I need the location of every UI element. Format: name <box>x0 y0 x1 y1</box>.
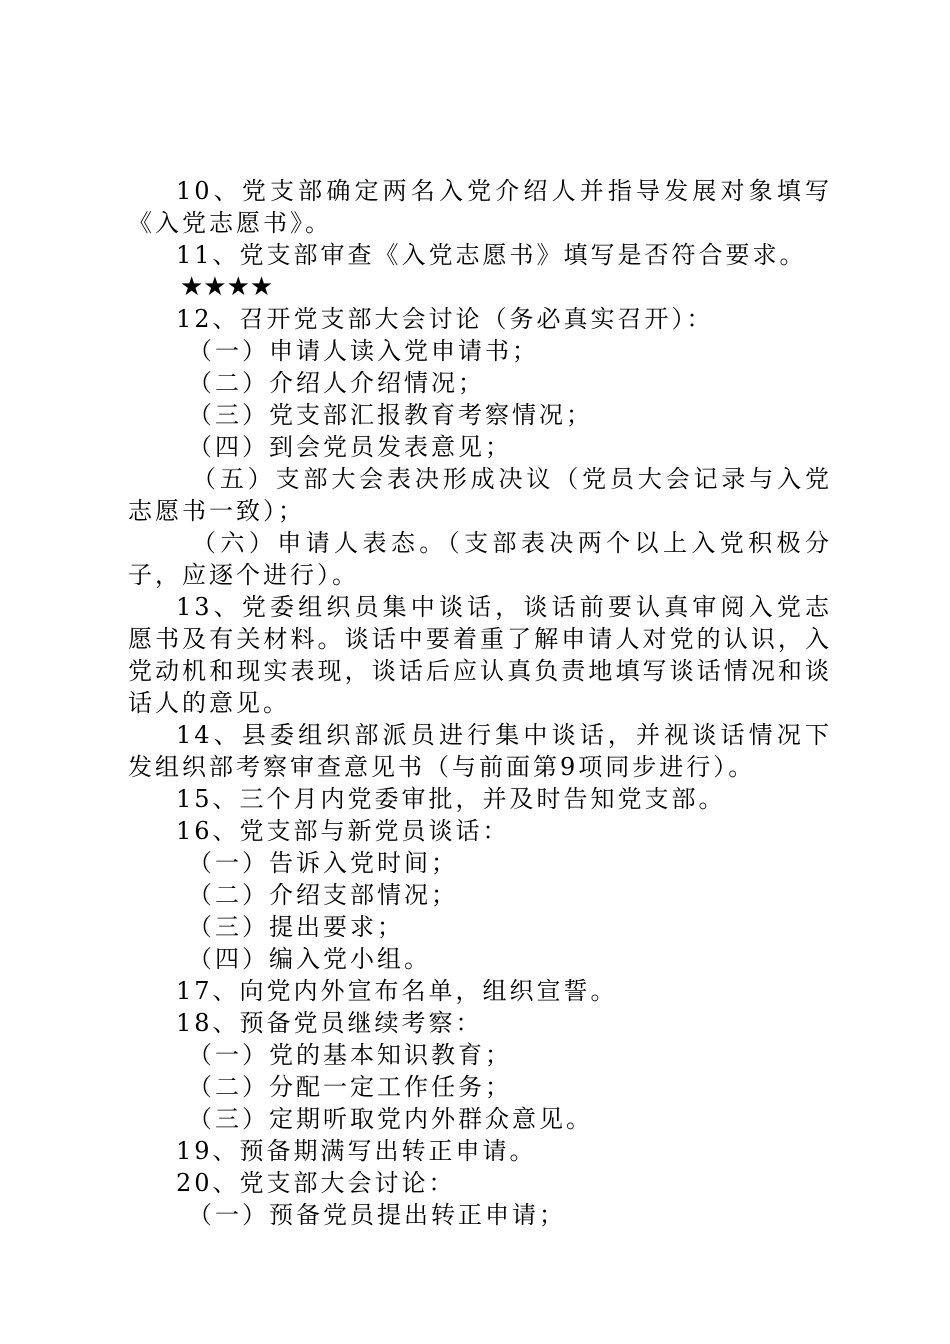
paragraph-step-13: 13、党委组织员集中谈话，谈话前要认真审阅入党志愿书及有关材料。谈话中要着重了解申请人对党的认识，入党动机和现实表现，谈话后应认真负责地填写谈话情况和谈话人的意见。 <box>128 593 832 717</box>
paragraph-step-20-item-1: （一）预备党员提出转正申请； <box>188 1201 566 1229</box>
paragraph-step-11: 11、党支部审查《入党志愿书》填写是否符合要求。 <box>176 241 807 269</box>
paragraph-step-18: 18、预备党员继续考察： <box>176 1009 483 1037</box>
document-body <box>128 175 832 1231</box>
paragraph-step-12-item-1: （一）申请人读入党申请书； <box>188 337 539 365</box>
paragraph-step-12: 12、召开党支部大会讨论（务必真实召开）： <box>176 305 714 333</box>
paragraph-step-18-item-2: （二）分配一定工作任务； <box>188 1073 512 1101</box>
paragraph-step-20: 20、党支部大会讨论： <box>176 1169 456 1197</box>
paragraph-step-19: 19、预备期满写出转正申请。 <box>176 1137 537 1165</box>
paragraph-step-16-item-2: （二）介绍支部情况； <box>188 881 458 909</box>
paragraph-step-15: 15、三个月内党委审批，并及时告知党支部。 <box>176 785 726 813</box>
paragraph-step-12-item-3: （三）党支部汇报教育考察情况； <box>188 401 593 429</box>
paragraph-step-18-item-3: （三）定期听取党内外群众意见。 <box>188 1105 593 1133</box>
star-rating-mark: ★★★★ <box>180 272 274 302</box>
paragraph-step-17: 17、向党内外宣布名单，组织宣誓。 <box>176 977 618 1005</box>
paragraph-step-12-item-4: （四）到会党员发表意见； <box>188 433 512 461</box>
paragraph-step-16-item-1: （一）告诉入党时间； <box>188 849 458 877</box>
paragraph-step-12-item-2: （二）介绍人介绍情况； <box>188 369 485 397</box>
paragraph-step-18-item-1: （一）党的基本知识教育； <box>188 1041 512 1069</box>
paragraph-step-16-item-4: （四）编入党小组。 <box>188 945 431 973</box>
paragraph-step-12-item-5: （五）支部大会表决形成决议（党员大会记录与入党志愿书一致）； <box>128 465 832 525</box>
paragraph-step-10: 10、党支部确定两名入党介绍人并指导发展对象填写《入党志愿书》。 <box>128 177 832 237</box>
paragraph-step-14: 14、县委组织部派员进行集中谈话，并视谈话情况下发组织部考察审查意见书（与前面第9项同步进行）。 <box>128 721 832 781</box>
paragraph-step-16-item-3: （三）提出要求； <box>188 913 404 941</box>
paragraph-step-12-item-6: （六）申请人表态。（支部表决两个以上入党积极分子，应逐个进行）。 <box>128 529 832 589</box>
paragraph-step-16: 16、党支部与新党员谈话： <box>176 817 510 845</box>
